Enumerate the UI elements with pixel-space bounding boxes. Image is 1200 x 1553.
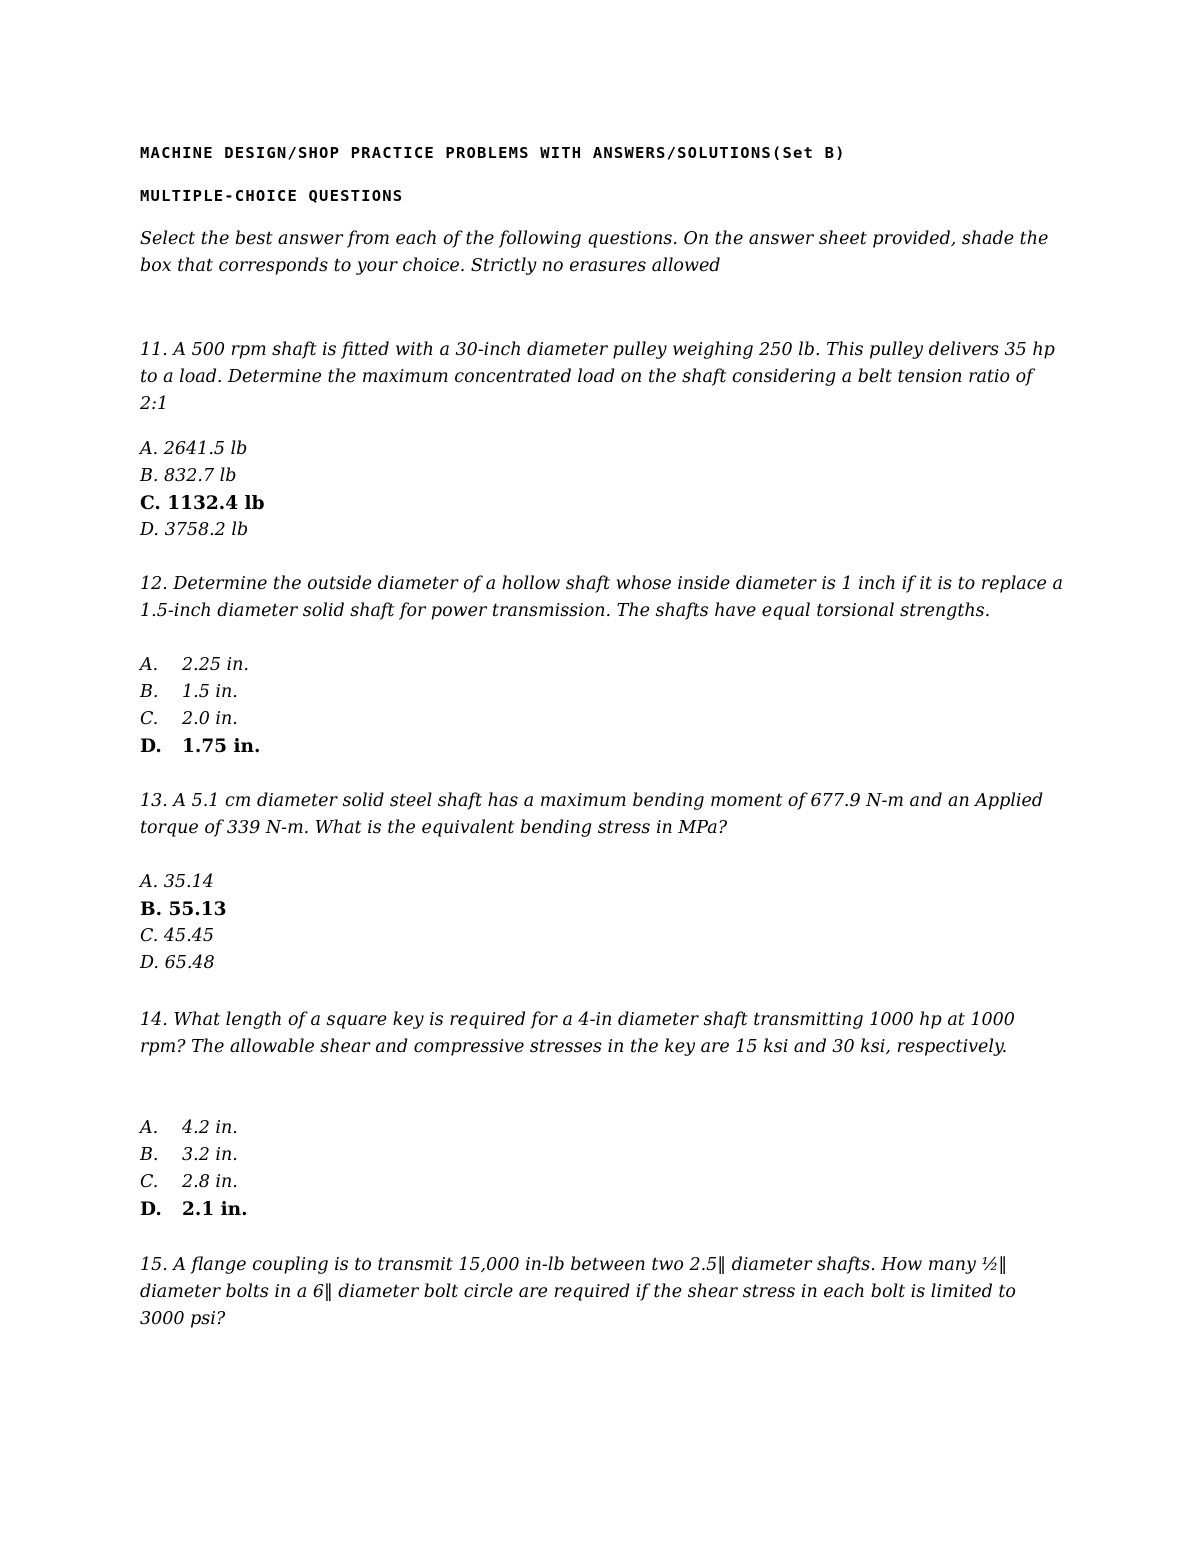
option-letter: B. <box>140 1145 159 1165</box>
question-11-options <box>140 436 265 544</box>
option-value: 45.45 <box>163 926 215 946</box>
option-letter: A. <box>140 1118 159 1138</box>
option-value: 832.7 lb <box>164 466 237 486</box>
option-b-correct <box>140 896 226 923</box>
option-value: 2.25 in. <box>182 655 249 675</box>
option-a <box>140 1115 248 1142</box>
option-c <box>140 923 226 950</box>
option-b <box>140 463 265 490</box>
option-a <box>140 652 260 679</box>
option-b <box>140 679 260 706</box>
option-letter: D. <box>140 736 162 757</box>
question-14-text: 14. What length of a square key is required for a 4-in diameter shaft transmitting 1000 hp at 1000 rpm? The allowable shear and compressive stresses in the key are 15 ksi and 30 ksi, respectively. <box>140 1010 1015 1057</box>
option-letter: C. <box>140 1172 159 1192</box>
question-11-text: 11. A 500 rpm shaft is fitted with a 30-inch diameter pulley weighing 250 lb. This pulley delivers 35 hp to a load. Determine the maximum concentrated load on the shaft considering a belt tension ratio of 2:1 <box>140 340 1055 414</box>
section-heading: MULTIPLE-CHOICE QUESTIONS <box>140 187 404 205</box>
option-letter: D. <box>140 953 159 973</box>
option-letter: C. <box>140 709 159 729</box>
option-value: 1.5 in. <box>182 682 238 702</box>
option-value: 2.0 in. <box>182 709 238 729</box>
option-letter: D. <box>140 520 159 540</box>
instructions-text: Select the best answer from each of the following questions. On the answer sheet provided, shade the box that corresponds to your choice. Strictly no erasures allowed <box>140 229 1049 276</box>
option-letter: C. <box>140 926 159 946</box>
option-letter: D. <box>140 1199 162 1220</box>
option-d-correct <box>140 733 260 760</box>
option-letter: B. <box>140 682 159 702</box>
option-letter: A. <box>140 439 159 459</box>
option-value: 1.75 in. <box>182 736 261 757</box>
option-letter: A. <box>140 655 159 675</box>
option-d <box>140 517 265 544</box>
option-c <box>140 1169 248 1196</box>
option-value: 1132.4 lb <box>167 493 265 514</box>
option-letter: B. <box>140 466 159 486</box>
option-value: 65.48 <box>164 953 215 973</box>
option-value: 2.8 in. <box>182 1172 238 1192</box>
option-d-correct <box>140 1196 248 1223</box>
question-12-options <box>140 652 260 760</box>
option-letter: A. <box>140 872 159 892</box>
option-value: 35.14 <box>163 872 214 892</box>
option-d <box>140 950 226 977</box>
question-13-options <box>140 869 226 977</box>
question-13-text: 13. A 5.1 cm diameter solid steel shaft has a maximum bending moment of 677.9 N-m and an Applied torque of 339 N-m. What is the equivalent bending stress in MPa? <box>140 791 1044 838</box>
question-15-text: 15. A flange coupling is to transmit 15,000 in-lb between two 2.5‖ diameter shafts. How many ½‖ diameter bolts in a 6‖ diameter bolt circle are required if the shear stress in each bolt is limited to 3000 psi? <box>140 1255 1016 1329</box>
option-value: 3758.2 lb <box>164 520 249 540</box>
document-title: MACHINE DESIGN/SHOP PRACTICE PROBLEMS WITH ANSWERS/SOLUTIONS(Set B) <box>140 144 846 162</box>
option-b <box>140 1142 248 1169</box>
option-letter: C. <box>140 493 161 514</box>
option-c-correct <box>140 490 265 517</box>
option-value: 55.13 <box>168 899 227 920</box>
option-value: 2.1 in. <box>182 1199 248 1220</box>
option-c <box>140 706 260 733</box>
option-value: 4.2 in. <box>182 1118 238 1138</box>
option-a <box>140 869 226 896</box>
question-12-text: 12. Determine the outside diameter of a hollow shaft whose inside diameter is 1 inch if it is to replace a 1.5-inch diameter solid shaft for power transmission. The shafts have equal torsional strengths. <box>140 574 1063 621</box>
option-a <box>140 436 265 463</box>
option-value: 3.2 in. <box>182 1145 238 1165</box>
option-letter: B. <box>140 899 163 920</box>
option-value: 2641.5 lb <box>163 439 248 459</box>
question-14-options <box>140 1115 248 1223</box>
